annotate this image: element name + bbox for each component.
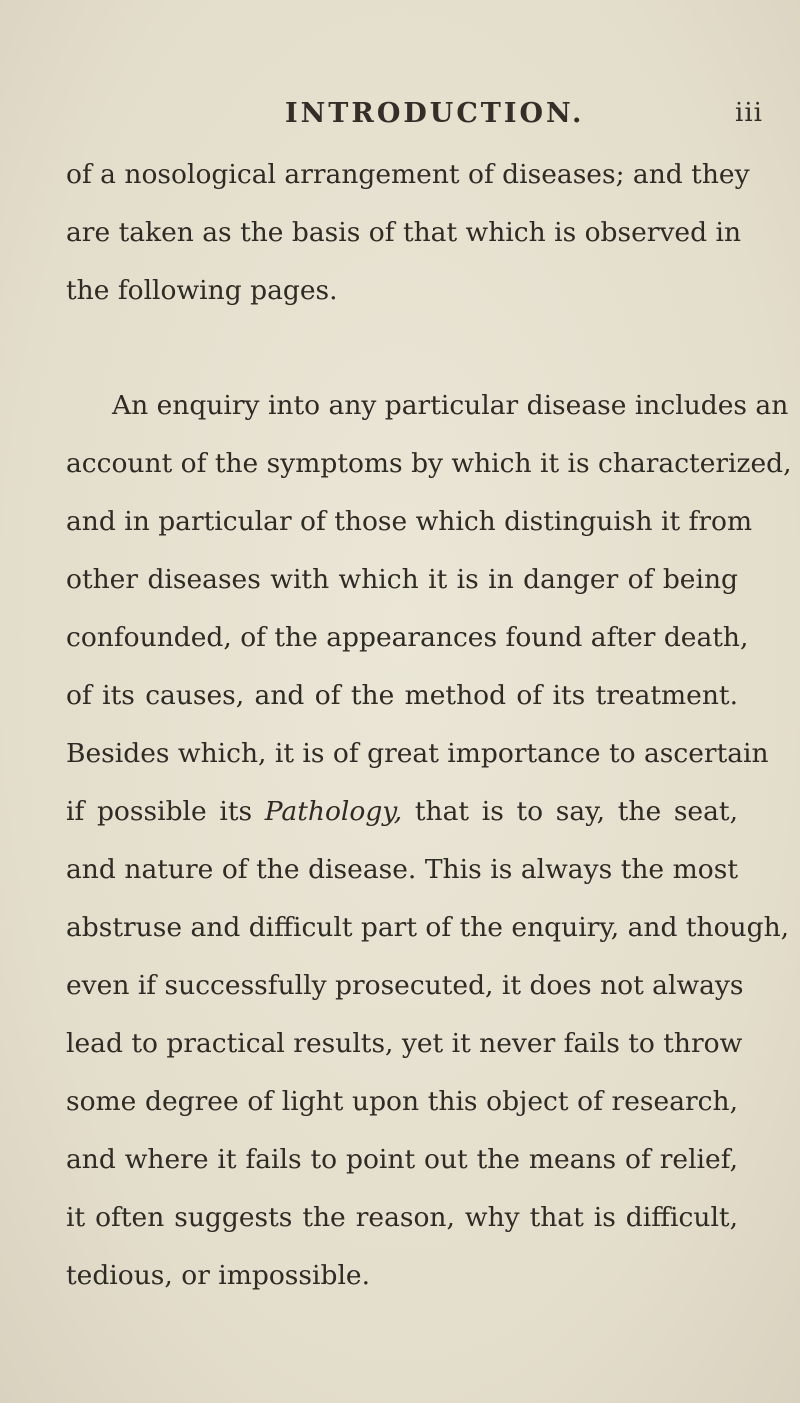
italic-term: Pathology, <box>264 796 403 827</box>
text-line: account of the symptoms by which it is characterized, <box>66 448 792 479</box>
text-span: that is to say, the seat, <box>402 796 738 827</box>
text-line: and in particular of those which distinguish it from <box>66 506 753 537</box>
text-line: other diseases with which it is in danger of being <box>66 564 738 595</box>
text-line: of its causes, and of the method of its treatment. <box>66 680 738 711</box>
text-line: An enquiry into any particular disease includes an <box>112 390 789 421</box>
text-line: it often suggests the reason, why that is difficult, <box>66 1202 738 1233</box>
text-line: tedious, or impossible. <box>66 1260 371 1291</box>
text-line: the following pages. <box>66 275 338 306</box>
text-line <box>66 792 738 832</box>
text-line: and where it fails to point out the means of relief, <box>66 1144 738 1175</box>
running-head <box>0 98 800 138</box>
page-number: iii <box>735 98 763 128</box>
text-line: abstruse and difficult part of the enquiry, and though, <box>66 912 790 943</box>
text-line: confounded, of the appearances found after death, <box>66 622 749 653</box>
text-line: are taken as the basis of that which is observed in <box>66 217 742 248</box>
text-line: of a nosological arrangement of diseases; and they <box>66 159 750 190</box>
running-title: INTRODUCTION. <box>285 98 585 129</box>
text-line: even if successfully prosecuted, it does not always <box>66 970 744 1001</box>
text-line: some degree of light upon this object of research, <box>66 1086 738 1117</box>
text-span: if possible its <box>66 796 265 827</box>
text-line: and nature of the disease. This is always the most <box>66 854 738 885</box>
text-line: lead to practical results, yet it never fails to throw <box>66 1028 743 1059</box>
text-line: Besides which, it is of great importance to ascertain <box>66 738 769 769</box>
